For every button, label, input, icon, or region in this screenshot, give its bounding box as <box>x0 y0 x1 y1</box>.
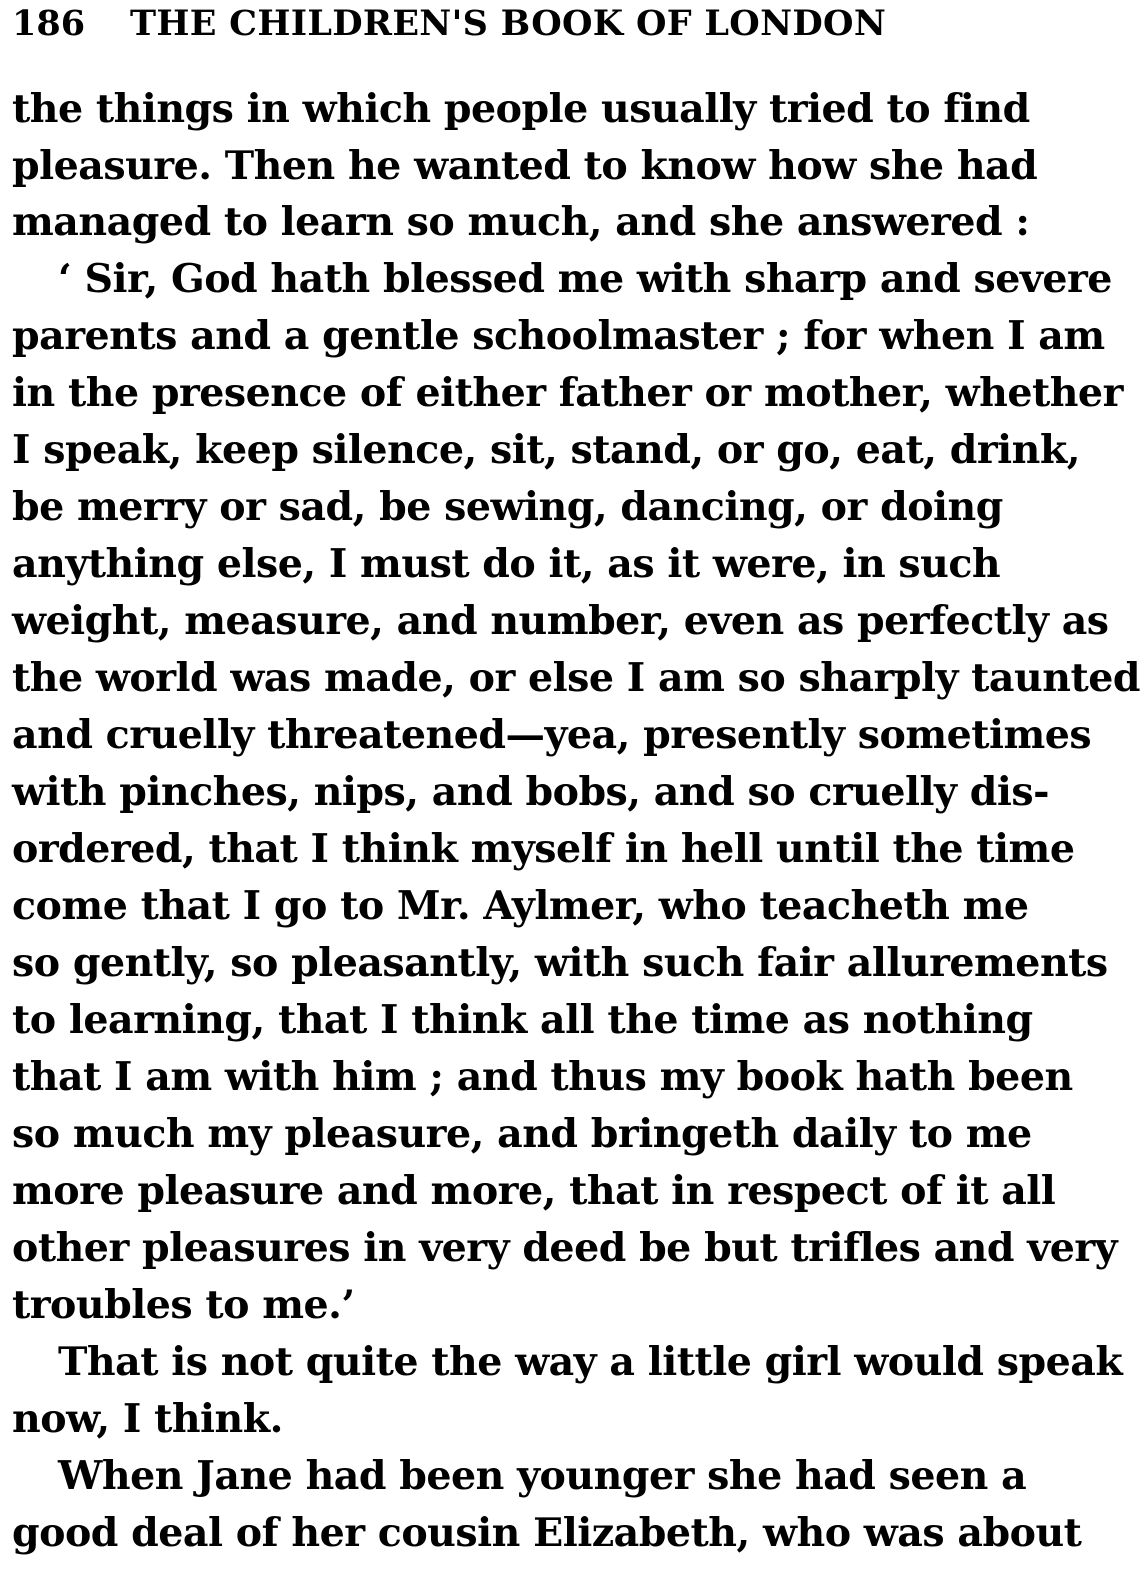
text-line: I speak, keep silence, sit, stand, or go, eat, drink, <box>12 427 1081 473</box>
text-line: parents and a gentle schoolmaster ; for when I am <box>12 313 1105 359</box>
text-line: ordered, that I think myself in hell until the time <box>12 826 1075 872</box>
text-line: the world was made, or else I am so sharply taunted <box>12 655 1140 701</box>
text-line: When Jane had been younger she had seen a <box>58 1453 1027 1499</box>
text-line: more pleasure and more, that in respect of it all <box>12 1168 1056 1214</box>
text-line: pleasure. Then he wanted to know how she had <box>12 143 1038 189</box>
text-line: come that I go to Mr. Aylmer, who teacheth me <box>12 883 1029 929</box>
text-line: the things in which people usually tried to find <box>12 86 1030 132</box>
text-line: troubles to me.’ <box>12 1282 355 1328</box>
text-line: weight, measure, and number, even as perfectly as <box>12 598 1109 644</box>
text-line: now, I think. <box>12 1396 283 1442</box>
text-line: so gently, so pleasantly, with such fair allurements <box>12 940 1108 986</box>
text-line: with pinches, nips, and bobs, and so cruelly dis- <box>12 769 1050 815</box>
text-line: other pleasures in very deed be but trifles and very <box>12 1225 1118 1271</box>
text-line: and cruelly threatened—yea, presently sometimes <box>12 712 1092 758</box>
text-line: anything else, I must do it, as it were, in such <box>12 541 1001 587</box>
text-line: so much my pleasure, and bringeth daily to me <box>12 1111 1032 1157</box>
running-head <box>12 2 988 46</box>
text-line: be merry or sad, be sewing, dancing, or doing <box>12 484 1003 530</box>
book-page <box>12 0 1140 1569</box>
text-line: ‘ Sir, God hath blessed me with sharp and severe <box>58 256 1112 302</box>
text-line: managed to learn so much, and she answered : <box>12 199 1030 245</box>
text-line: to learning, that I think all the time as nothing <box>12 997 1033 1043</box>
text-line: that I am with him ; and thus my book hath been <box>12 1054 1073 1100</box>
page-number: 186 <box>12 3 86 44</box>
text-line: in the presence of either father or mother, whether <box>12 370 1123 416</box>
text-line: That is not quite the way a little girl would speak <box>58 1339 1123 1385</box>
text-line: good deal of her cousin Elizabeth, who was about <box>12 1510 1082 1556</box>
running-title: THE CHILDREN'S BOOK OF LONDON <box>130 3 887 44</box>
